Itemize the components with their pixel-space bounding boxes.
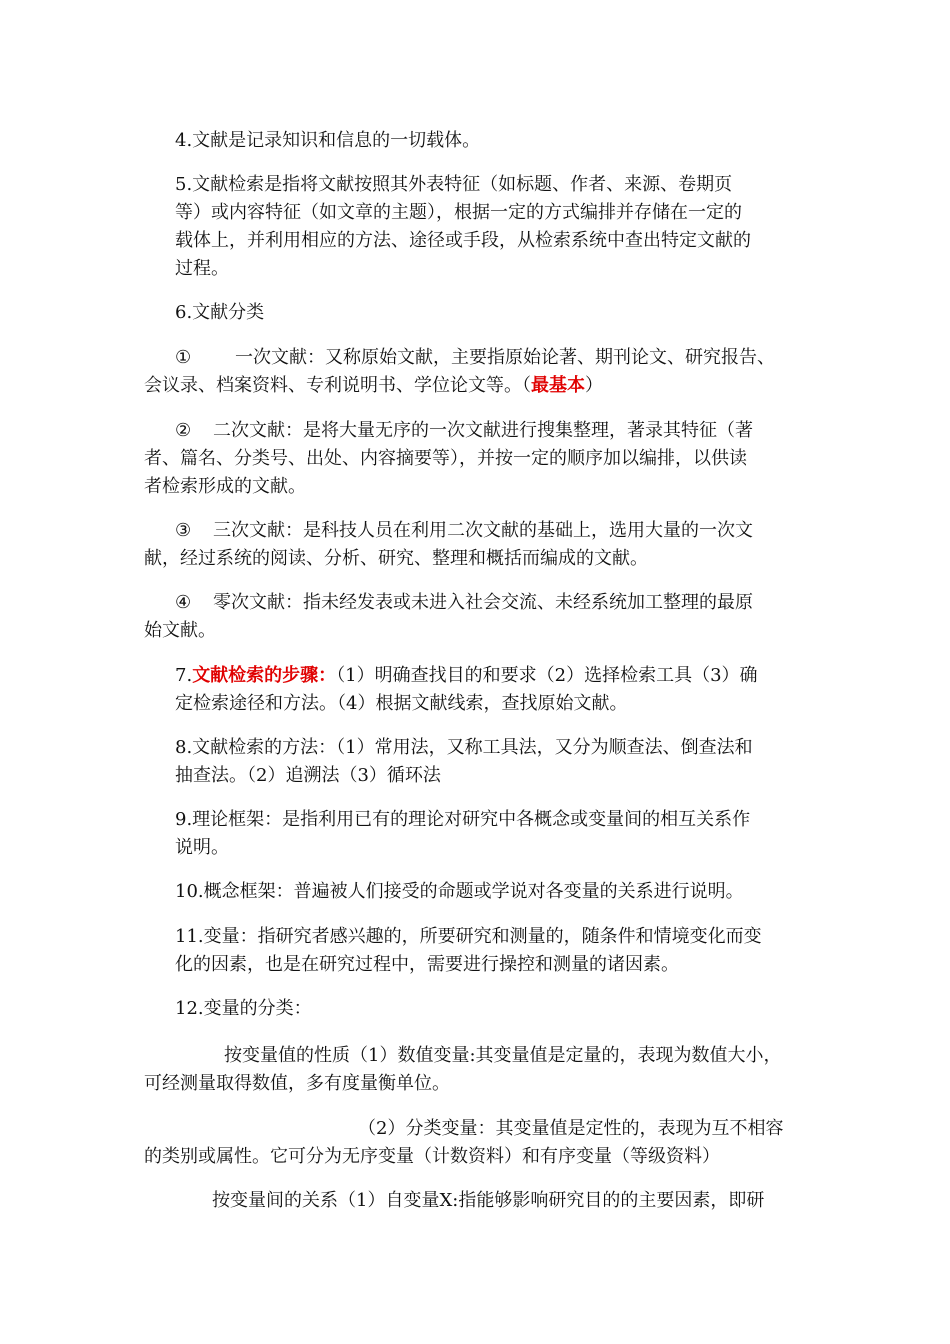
emphasis-search-steps: 文献检索的步骤： bbox=[192, 665, 337, 686]
category-2-marker: ② bbox=[175, 420, 192, 441]
category-1-close-paren: ） bbox=[585, 375, 603, 396]
emphasis-most-basic: 最基本 bbox=[531, 375, 585, 396]
variable-relation-line-1: 按变量间的关系（1）自变量X:指能够影响研究目的的主要因素，即研 bbox=[212, 1190, 765, 1211]
category-4-marker: ④ bbox=[175, 592, 192, 613]
category-1-line-2 bbox=[144, 374, 603, 398]
paragraph-7-line-1 bbox=[175, 664, 758, 688]
paragraph-8-line-1: 8.文献检索的方法：（1）常用法，又称工具法，又分为顺查法、倒查法和 bbox=[175, 737, 753, 758]
paragraph-7-line-2: 定检索途径和方法。（4）根据文献线索，查找原始文献。 bbox=[175, 693, 628, 714]
variable-nature-line-1: 按变量值的性质（1）数值变量:其变量值是定量的，表现为数值大小， bbox=[224, 1045, 782, 1066]
paragraph-7-number: 7. bbox=[175, 665, 193, 686]
variable-nature-line-2: 可经测量取得数值，多有度量衡单位。 bbox=[144, 1073, 450, 1094]
category-3-line-2: 献，经过系统的阅读、分析、研究、整理和概括而编成的文献。 bbox=[144, 548, 648, 569]
paragraph-10: 10.概念框架：普遍被人们接受的命题或学说对各变量的关系进行说明。 bbox=[175, 881, 744, 902]
paragraph-5-line-4: 过程。 bbox=[175, 258, 229, 279]
paragraph-5-line-1: 5.文献检索是指将文献按照其外表特征（如标题、作者、来源、卷期页 bbox=[175, 174, 733, 195]
category-2-line-1: 二次文献：是将大量无序的一次文献进行搜集整理，著录其特征（著 bbox=[213, 420, 753, 441]
paragraph-12-heading: 12.变量的分类： bbox=[175, 998, 312, 1019]
categorical-variable-line-1: （2）分类变量：其变量值是定性的，表现为互不相容 bbox=[358, 1118, 784, 1139]
paragraph-5-line-2: 等）或内容特征（如文章的主题），根据一定的方式编排并存储在一定的 bbox=[175, 202, 742, 223]
category-1-marker: ① bbox=[175, 347, 192, 368]
paragraph-7-text: （1）明确查找目的和要求（2）选择检索工具（3）确 bbox=[336, 665, 758, 686]
category-1-line-1: 一次文献：又称原始文献，主要指原始论著、期刊论文、研究报告、 bbox=[235, 347, 775, 368]
category-2-line-2: 者、篇名、分类号、出处、内容摘要等），并按一定的顺序加以编排，以供读 bbox=[144, 448, 747, 469]
categorical-variable-line-2: 的类别或属性。它可分为无序变量（计数资料）和有序变量（等级资料） bbox=[144, 1146, 720, 1167]
category-2-line-3: 者检索形成的文献。 bbox=[144, 476, 306, 497]
paragraph-8-line-2: 抽查法。（2）追溯法（3）循环法 bbox=[175, 765, 441, 786]
category-3-marker: ③ bbox=[175, 520, 192, 541]
category-1-text: 会议录、档案资料、专利说明书、学位论文等。（ bbox=[144, 375, 531, 396]
paragraph-6-heading: 6.文献分类 bbox=[175, 302, 265, 323]
paragraph-4: 4.文献是记录知识和信息的一切载体。 bbox=[175, 130, 481, 151]
category-4-line-2: 始文献。 bbox=[144, 620, 216, 641]
category-3-line-1: 三次文献：是科技人员在利用二次文献的基础上，选用大量的一次文 bbox=[213, 520, 753, 541]
paragraph-11-line-2: 化的因素，也是在研究过程中，需要进行操控和测量的诸因素。 bbox=[175, 954, 679, 975]
paragraph-11-line-1: 11.变量：指研究者感兴趣的，所要研究和测量的，随条件和情境变化而变 bbox=[175, 926, 762, 947]
paragraph-5-line-3: 载体上，并利用相应的方法、途径或手段，从检索系统中查出特定文献的 bbox=[175, 230, 751, 251]
category-4-line-1: 零次文献：指未经发表或未进入社会交流、未经系统加工整理的最原 bbox=[213, 592, 753, 613]
paragraph-9-line-2: 说明。 bbox=[175, 837, 229, 858]
paragraph-9-line-1: 9.理论框架：是指利用已有的理论对研究中各概念或变量间的相互关系作 bbox=[175, 809, 751, 830]
